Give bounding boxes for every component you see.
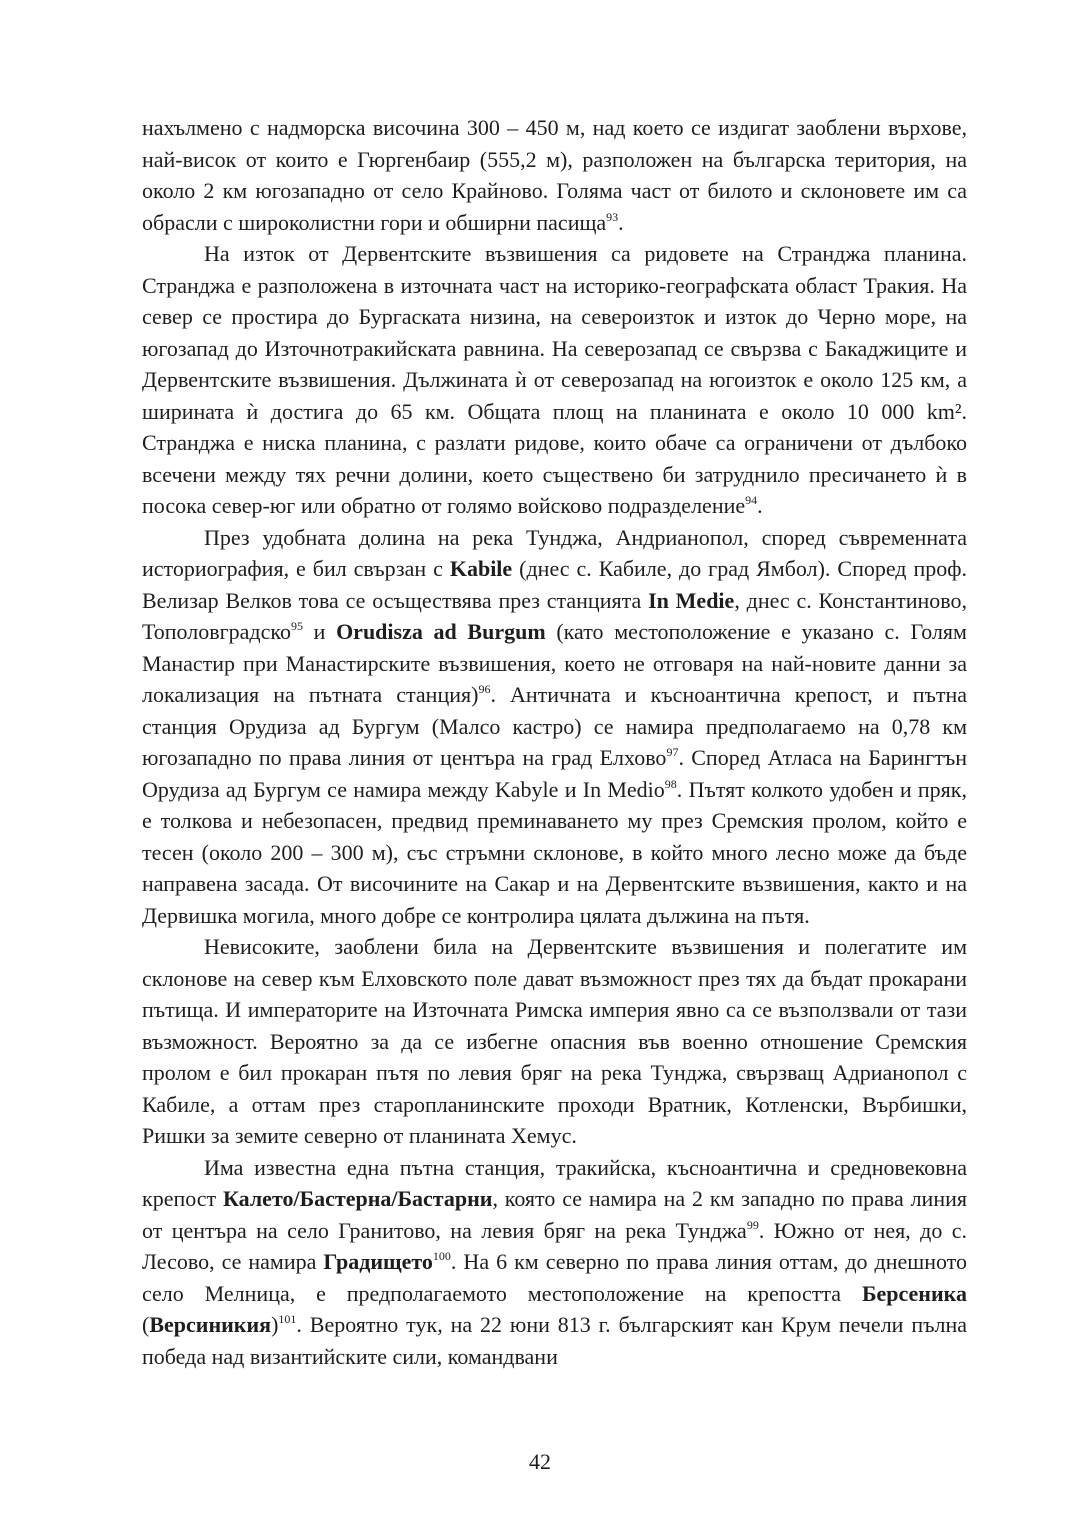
page-number: 42: [529, 1449, 551, 1474]
text-run: Невисоките, заоблени била на Дервентските възвишения и полегатите им склонове на север към Елховското поле дават възможност през тях да бъдат прокарани пътища. И императорите на Източната Римска империя явно са се възползвали от тази възможност. Вероятно за да се избегне опасния във военно отношение Сремския пролом е бил прокаран пътя по левия бряг на река Тунджа, свързващ Адрианопол с Кабиле, а оттам през старопланинските проходи Вратник, Котленски, Върбишки, Ришки за земите северно от планината Хемус.: [142, 934, 967, 1148]
text-run: (като местоположение е указано с. Голям Манастир при Манастирските възвишения, което не отговаря на най-новите данни за локализация на пътната станция): [142, 619, 967, 707]
text-run: нахълмено с надморска височина 300 – 450 м, над което се издигат заоблени върхове, най-висок от които е Гюргенбаир (555,2 м), разположен на българска територия, на около 2 км югозападно от село Крайново. Голяма част от билото и склоновете им са обрасли с широколистни гори и обширни пасища: [142, 115, 967, 235]
page-body: [142, 112, 967, 1372]
text-run: . Южно от нея, до с. Лесово, се намира: [142, 1217, 968, 1274]
footnote-ref: 100: [432, 1249, 451, 1263]
text-run: През удобната долина на река Тунджа, Андрианопол, според съвременната историография, е бил свързан с: [142, 524, 967, 581]
text-run: . Вероятно тук, на 22 юни 813 г. българският кан Крум печели пълна победа над византийските сили, командвани: [142, 1312, 967, 1369]
text-run: ): [271, 1312, 279, 1337]
text-run: (днес с. Кабиле, до град Ямбол). Според проф. Велизар Велков това се осъществява през станцията: [142, 556, 967, 613]
footnote-ref: 101: [278, 1312, 297, 1326]
text-run: , днес с. Константиново, Тополовградско: [142, 587, 967, 644]
text-run: . На 6 км северно по права линия оттам, до днешното село Мелница, е предполагаемото местоположение на крепостта: [142, 1249, 967, 1306]
text-run: . Пътят колкото удобен и пряк, е толкова и небезопасен, предвид преминаването му през Сремския пролом, който е тесен (около 200 – 300 м), със стръмни склонове, в който много лесно може да бъде направена засада. От височините на Сакар и на Дервентските възвишения, както и на Дервишка могила, много добре се контролира цялата дължина на пътя.: [142, 776, 967, 928]
bold-term: Градището: [323, 1249, 433, 1274]
paragraph: [142, 238, 967, 522]
footnote-ref: 95: [290, 619, 303, 633]
text-run: . Според Атласа на Барингтън Орудиза ад Бургум се намира между Kabyle и In Medio: [142, 745, 967, 802]
footnote-ref: 93: [606, 209, 619, 224]
paragraph: [142, 522, 967, 932]
paragraph: [142, 112, 967, 238]
footnote-ref: 96: [478, 682, 491, 696]
bold-term: Берсеника: [861, 1280, 967, 1306]
footnote-ref: 97: [666, 745, 679, 759]
footnote-ref: 98: [664, 776, 677, 791]
text-run: .: [757, 493, 763, 518]
text-run: и: [302, 619, 337, 644]
text-run: .: [618, 209, 624, 235]
text-run: , която се намира на 2 км западно по права линия от центъра на село Гранитово, на левия бряг на река Тунджа: [142, 1186, 967, 1243]
paragraph: [142, 1152, 967, 1373]
bold-term: Калето/Бастерна/Бастарни: [222, 1186, 493, 1211]
footnote-ref: 99: [746, 1217, 759, 1232]
bold-term: In Medie: [648, 587, 735, 613]
bold-term: Kabile: [449, 556, 513, 581]
bold-term: Orudisza ad Burgum: [336, 619, 546, 644]
paragraph: [142, 931, 967, 1152]
text-run: . Античната и късноантична крепост, и пътна станция Орудиза ад Бургум (Малсо кастро) се намира предполагаемо на 0,78 км югозападно по права линия от центъра на град Елхово: [142, 682, 967, 770]
text-run: Има известна една пътна станция, тракийска, късноантична и средновековна крепост: [142, 1154, 967, 1211]
text-run: На изток от Дервентските възвишения са ридовете на Странджа планина. Странджа е разположена в източната част на историко-географската област Тракия. На север се простира до Бургаската низина, на североизток и изток до Черно море, на югозапад до Източнотракийската равнина. На северозапад се свързва с Бакаджиците и Дервентските възвишения. Дължината ѝ от северозапад на югоизток е около 125 км, а ширината ѝ достига до 65 км. Общата площ на планината е около 10 000 km². Странджа е ниска планина, с разлати ридове, които обаче са ограничени от дълбоко всечени между тях речни долини, което съществено би затруднило пресичането ѝ в посока север-юг или обратно от голямо войсково подразделение: [142, 241, 967, 518]
footnote-ref: 94: [745, 493, 758, 507]
bold-term: Версиникия: [149, 1312, 272, 1337]
text-run: (: [142, 1312, 150, 1337]
